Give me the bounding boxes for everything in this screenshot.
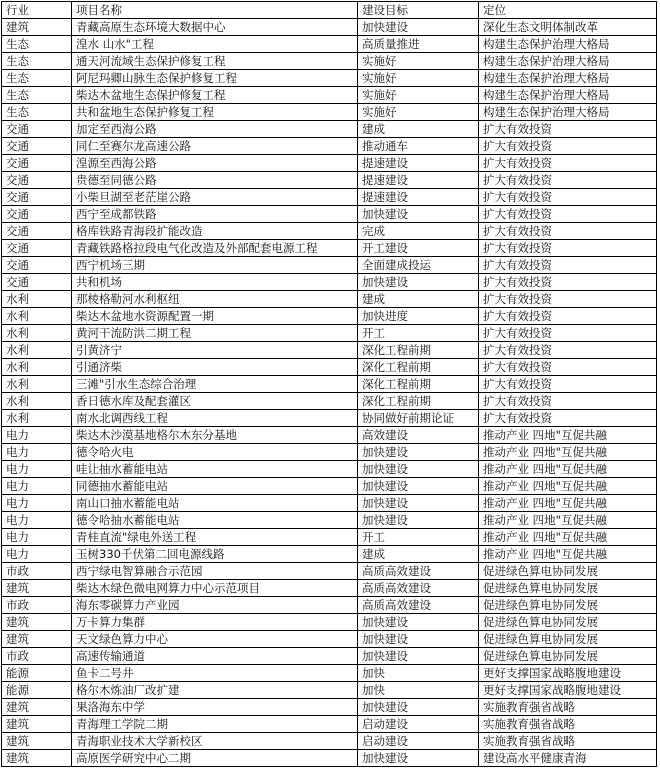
cell-industry[interactable]: 水利 <box>2 308 72 325</box>
cell-industry[interactable]: 建筑 <box>2 750 72 767</box>
cell-project-name[interactable]: 格库铁路青海段扩能改造 <box>72 223 358 240</box>
cell-positioning[interactable]: 更好支撑国家战略腹地建设 <box>479 682 657 699</box>
cell-positioning[interactable]: 扩大有效投资 <box>479 257 657 274</box>
cell-industry[interactable]: 建筑 <box>2 580 72 597</box>
cell-construction-goal[interactable]: 实施好 <box>358 70 479 87</box>
cell-project-name[interactable]: 小柴旦湖至老茫崖公路 <box>72 189 358 206</box>
cell-positioning[interactable]: 扩大有效投资 <box>479 393 657 410</box>
cell-positioning[interactable]: 构建生态保护治理大格局 <box>479 53 657 70</box>
cell-positioning[interactable]: 深化生态文明体制改革 <box>479 19 657 36</box>
cell-construction-goal[interactable]: 深化工程前期 <box>358 342 479 359</box>
cell-project-name[interactable]: 柴达木盆地生态保护修复工程 <box>72 87 358 104</box>
table-row <box>2 121 657 138</box>
cell-project-name[interactable]: 天文绿色算力中心 <box>72 631 358 648</box>
cell-construction-goal[interactable]: 完成 <box>358 223 479 240</box>
table-row <box>2 70 657 87</box>
table-row <box>2 665 657 682</box>
cell-positioning[interactable]: 扩大有效投资 <box>479 155 657 172</box>
cell-construction-goal[interactable]: 加快建设 <box>358 631 479 648</box>
cell-industry[interactable]: 建筑 <box>2 631 72 648</box>
cell-industry[interactable]: 电力 <box>2 495 72 512</box>
table-row <box>2 274 657 291</box>
cell-positioning[interactable]: 构建生态保护治理大格局 <box>479 70 657 87</box>
cell-industry[interactable]: 交通 <box>2 223 72 240</box>
table-row <box>2 546 657 563</box>
cell-industry[interactable]: 市政 <box>2 597 72 614</box>
cell-project-name[interactable]: 鱼卡二号井 <box>72 665 358 682</box>
table-row <box>2 699 657 716</box>
cell-industry[interactable]: 能源 <box>2 682 72 699</box>
table-row <box>2 580 657 597</box>
header-positioning[interactable]: 定位 <box>479 2 657 19</box>
header-industry[interactable]: 行业 <box>2 2 72 19</box>
cell-project-name[interactable]: 南山口抽水蓄能电站 <box>72 495 358 512</box>
cell-construction-goal[interactable]: 高质高效建设 <box>358 580 479 597</box>
cell-project-name[interactable]: 万卡算力集群 <box>72 614 358 631</box>
cell-construction-goal[interactable]: 加快建设 <box>358 614 479 631</box>
cell-project-name[interactable]: 青藏铁路格拉段电气化改造及外部配套电源工程 <box>72 240 358 257</box>
table-row <box>2 308 657 325</box>
cell-positioning[interactable]: 推动产业 四地"互促共融 <box>479 546 657 563</box>
cell-industry[interactable]: 水利 <box>2 342 72 359</box>
table-row <box>2 87 657 104</box>
table-row <box>2 733 657 750</box>
table-row <box>2 614 657 631</box>
cell-construction-goal[interactable]: 协同做好前期论证 <box>358 410 479 427</box>
cell-positioning[interactable]: 扩大有效投资 <box>479 121 657 138</box>
cell-construction-goal[interactable]: 提速建设 <box>358 172 479 189</box>
cell-positioning[interactable]: 促进绿色算电协同发展 <box>479 648 657 665</box>
cell-industry[interactable]: 生态 <box>2 53 72 70</box>
table-row <box>2 53 657 70</box>
cell-industry[interactable]: 建筑 <box>2 699 72 716</box>
cell-project-name[interactable]: 共和盆地生态保护修复工程 <box>72 104 358 121</box>
table-row <box>2 495 657 512</box>
cell-positioning[interactable]: 扩大有效投资 <box>479 325 657 342</box>
cell-positioning[interactable]: 实施教育强省战略 <box>479 716 657 733</box>
header-row <box>2 2 657 19</box>
cell-project-name[interactable]: 加定至西海公路 <box>72 121 358 138</box>
cell-construction-goal[interactable]: 加快 <box>358 682 479 699</box>
cell-construction-goal[interactable]: 深化工程前期 <box>358 359 479 376</box>
cell-positioning[interactable]: 推动产业 四地"互促共融 <box>479 478 657 495</box>
cell-positioning[interactable]: 扩大有效投资 <box>479 274 657 291</box>
cell-project-name[interactable]: 那棱格勒河水利枢纽 <box>72 291 358 308</box>
cell-industry[interactable]: 生态 <box>2 87 72 104</box>
cell-positioning[interactable]: 扩大有效投资 <box>479 342 657 359</box>
cell-construction-goal[interactable]: 实施好 <box>358 53 479 70</box>
table-row <box>2 682 657 699</box>
cell-industry[interactable]: 电力 <box>2 461 72 478</box>
cell-project-name[interactable]: 同德抽水蓄能电站 <box>72 478 358 495</box>
cell-project-name[interactable]: 引通济柴 <box>72 359 358 376</box>
table-row <box>2 359 657 376</box>
cell-industry[interactable]: 电力 <box>2 427 72 444</box>
cell-positioning[interactable]: 构建生态保护治理大格局 <box>479 104 657 121</box>
cell-industry[interactable]: 水利 <box>2 359 72 376</box>
cell-positioning[interactable]: 扩大有效投资 <box>479 359 657 376</box>
cell-construction-goal[interactable]: 建成 <box>358 121 479 138</box>
cell-industry[interactable]: 交通 <box>2 189 72 206</box>
cell-construction-goal[interactable]: 提速建设 <box>358 189 479 206</box>
cell-construction-goal[interactable]: 加快建设 <box>358 512 479 529</box>
cell-industry[interactable]: 建筑 <box>2 716 72 733</box>
table-row <box>2 648 657 665</box>
cell-project-name[interactable]: 玉树330千伏第二回电源线路 <box>72 546 358 563</box>
cell-industry[interactable]: 交通 <box>2 274 72 291</box>
cell-industry[interactable]: 交通 <box>2 257 72 274</box>
cell-construction-goal[interactable]: 加快建设 <box>358 750 479 767</box>
table-row <box>2 172 657 189</box>
cell-industry[interactable]: 水利 <box>2 325 72 342</box>
table-row <box>2 138 657 155</box>
cell-construction-goal[interactable]: 高质量推进 <box>358 36 479 53</box>
table-row <box>2 597 657 614</box>
table-row <box>2 512 657 529</box>
cell-industry[interactable]: 生态 <box>2 104 72 121</box>
table-body <box>2 19 657 767</box>
table-row <box>2 240 657 257</box>
cell-positioning[interactable]: 扩大有效投资 <box>479 206 657 223</box>
cell-project-name[interactable]: 同仁至赛尔龙高速公路 <box>72 138 358 155</box>
table-row <box>2 36 657 53</box>
cell-industry[interactable]: 交通 <box>2 172 72 189</box>
cell-industry[interactable]: 建筑 <box>2 614 72 631</box>
cell-construction-goal[interactable]: 建成 <box>358 291 479 308</box>
cell-construction-goal[interactable]: 加快建设 <box>358 495 479 512</box>
cell-positioning[interactable]: 扩大有效投资 <box>479 189 657 206</box>
cell-positioning[interactable]: 扩大有效投资 <box>479 223 657 240</box>
cell-project-name[interactable]: 西宁至成都铁路 <box>72 206 358 223</box>
cell-positioning[interactable]: 构建生态保护治理大格局 <box>479 36 657 53</box>
cell-project-name[interactable]: 格尔木炼油厂改扩建 <box>72 682 358 699</box>
cell-construction-goal[interactable]: 加快建设 <box>358 444 479 461</box>
cell-industry[interactable]: 电力 <box>2 444 72 461</box>
cell-industry[interactable]: 水利 <box>2 393 72 410</box>
cell-project-name[interactable]: 哇让抽水蓄能电站 <box>72 461 358 478</box>
cell-project-name[interactable]: 青桂直流"绿电外送工程 <box>72 529 358 546</box>
cell-construction-goal[interactable]: 启动建设 <box>358 716 479 733</box>
table-row <box>2 631 657 648</box>
cell-project-name[interactable]: 高原医学研究中心二期 <box>72 750 358 767</box>
cell-positioning[interactable]: 促进绿色算电协同发展 <box>479 580 657 597</box>
cell-project-name[interactable]: 青藏高原生态环境大数据中心 <box>72 19 358 36</box>
cell-positioning[interactable]: 推动产业 四地"互促共融 <box>479 427 657 444</box>
cell-construction-goal[interactable]: 高质高效建设 <box>358 597 479 614</box>
cell-project-name[interactable]: 青海理工学院二期 <box>72 716 358 733</box>
cell-positioning[interactable]: 扩大有效投资 <box>479 138 657 155</box>
cell-industry[interactable]: 电力 <box>2 546 72 563</box>
cell-positioning[interactable]: 促进绿色算电协同发展 <box>479 563 657 580</box>
cell-industry[interactable]: 建筑 <box>2 19 72 36</box>
cell-project-name[interactable]: 南水北调西线工程 <box>72 410 358 427</box>
table-row <box>2 461 657 478</box>
cell-project-name[interactable]: 柴达木盆地水资源配置一期 <box>72 308 358 325</box>
table-row <box>2 342 657 359</box>
table-row <box>2 291 657 308</box>
cell-project-name[interactable]: 柴达木绿色微电网算力中心示范项目 <box>72 580 358 597</box>
table-row <box>2 529 657 546</box>
cell-industry[interactable]: 电力 <box>2 512 72 529</box>
cell-construction-goal[interactable]: 加快建设 <box>358 648 479 665</box>
cell-construction-goal[interactable]: 加快建设 <box>358 461 479 478</box>
cell-industry[interactable]: 建筑 <box>2 733 72 750</box>
cell-project-name[interactable]: 贵德至同德公路 <box>72 172 358 189</box>
cell-positioning[interactable]: 扩大有效投资 <box>479 410 657 427</box>
table-row <box>2 427 657 444</box>
table-row <box>2 206 657 223</box>
cell-industry[interactable]: 水利 <box>2 291 72 308</box>
cell-project-name[interactable]: 湟源至西海公路 <box>72 155 358 172</box>
cell-project-name[interactable]: 阿尼玛卿山脉生态保护修复工程 <box>72 70 358 87</box>
cell-project-name[interactable]: 黄河干流防洪二期工程 <box>72 325 358 342</box>
project-table <box>1 1 657 767</box>
cell-positioning[interactable]: 促进绿色算电协同发展 <box>479 631 657 648</box>
cell-construction-goal[interactable]: 提速建设 <box>358 155 479 172</box>
cell-construction-goal[interactable]: 深化工程前期 <box>358 376 479 393</box>
cell-construction-goal[interactable]: 高质高效建设 <box>358 563 479 580</box>
cell-positioning[interactable]: 促进绿色算电协同发展 <box>479 597 657 614</box>
cell-positioning[interactable]: 扩大有效投资 <box>479 308 657 325</box>
cell-project-name[interactable]: 德令哈抽水蓄能电站 <box>72 512 358 529</box>
cell-project-name[interactable]: 海东零碳算力产业园 <box>72 597 358 614</box>
table-row <box>2 478 657 495</box>
cell-industry[interactable]: 交通 <box>2 206 72 223</box>
cell-industry[interactable]: 交通 <box>2 155 72 172</box>
cell-positioning[interactable]: 扩大有效投资 <box>479 240 657 257</box>
cell-project-name[interactable]: 青海职业技术大学新校区 <box>72 733 358 750</box>
cell-construction-goal[interactable]: 加快建设 <box>358 699 479 716</box>
cell-industry[interactable]: 交通 <box>2 138 72 155</box>
table-row <box>2 189 657 206</box>
cell-positioning[interactable]: 建设高水平健康青海 <box>479 750 657 767</box>
cell-industry[interactable]: 交通 <box>2 121 72 138</box>
table-row <box>2 155 657 172</box>
table-row <box>2 104 657 121</box>
cell-construction-goal[interactable]: 加快 <box>358 665 479 682</box>
cell-project-name[interactable]: 西宁机场三期 <box>72 257 358 274</box>
cell-project-name[interactable]: 果洛海东中学 <box>72 699 358 716</box>
table-row <box>2 257 657 274</box>
cell-construction-goal[interactable]: 开工 <box>358 529 479 546</box>
cell-project-name[interactable]: 三滩"引水生态综合治理 <box>72 376 358 393</box>
cell-positioning[interactable]: 促进绿色算电协同发展 <box>479 614 657 631</box>
cell-project-name[interactable]: 西宁绿电智算融合示范园 <box>72 563 358 580</box>
cell-positioning[interactable]: 构建生态保护治理大格局 <box>479 87 657 104</box>
cell-construction-goal[interactable]: 实施好 <box>358 87 479 104</box>
cell-positioning[interactable]: 推动产业 四地"互促共融 <box>479 512 657 529</box>
cell-positioning[interactable]: 扩大有效投资 <box>479 172 657 189</box>
cell-industry[interactable]: 生态 <box>2 70 72 87</box>
header-project-name[interactable]: 项目名称 <box>72 2 358 19</box>
table-row <box>2 716 657 733</box>
cell-project-name[interactable]: 高速传输通道 <box>72 648 358 665</box>
cell-industry[interactable]: 市政 <box>2 648 72 665</box>
table-row <box>2 325 657 342</box>
cell-construction-goal[interactable]: 深化工程前期 <box>358 393 479 410</box>
cell-industry[interactable]: 电力 <box>2 478 72 495</box>
cell-positioning[interactable]: 扩大有效投资 <box>479 291 657 308</box>
cell-project-name[interactable]: 香日德水库及配套灌区 <box>72 393 358 410</box>
cell-industry[interactable]: 市政 <box>2 563 72 580</box>
table-row <box>2 563 657 580</box>
cell-project-name[interactable]: 德令哈火电 <box>72 444 358 461</box>
cell-construction-goal[interactable]: 加快建设 <box>358 206 479 223</box>
cell-positioning[interactable]: 推动产业 四地"互促共融 <box>479 529 657 546</box>
cell-industry[interactable]: 电力 <box>2 529 72 546</box>
cell-positioning[interactable]: 推动产业 四地"互促共融 <box>479 444 657 461</box>
cell-positioning[interactable]: 实施教育强省战略 <box>479 699 657 716</box>
cell-construction-goal[interactable]: 加快建设 <box>358 19 479 36</box>
cell-positioning[interactable]: 更好支撑国家战略腹地建设 <box>479 665 657 682</box>
table-row <box>2 19 657 36</box>
cell-construction-goal[interactable]: 开工建设 <box>358 240 479 257</box>
cell-positioning[interactable]: 推动产业 四地"互促共融 <box>479 461 657 478</box>
table-row <box>2 376 657 393</box>
table-row <box>2 444 657 461</box>
cell-construction-goal[interactable]: 实施好 <box>358 104 479 121</box>
cell-construction-goal[interactable]: 开工 <box>358 325 479 342</box>
cell-industry[interactable]: 水利 <box>2 376 72 393</box>
cell-construction-goal[interactable]: 全面建成投运 <box>358 257 479 274</box>
cell-project-name[interactable]: 柴达木沙漠基地格尔木东分基地 <box>72 427 358 444</box>
cell-construction-goal[interactable]: 加快建设 <box>358 478 479 495</box>
cell-construction-goal[interactable]: 推动通车 <box>358 138 479 155</box>
table-row <box>2 223 657 240</box>
cell-project-name[interactable]: 通天河流域生态保护修复工程 <box>72 53 358 70</box>
cell-project-name[interactable]: 湟水 山水"工程 <box>72 36 358 53</box>
header-construction-goal[interactable]: 建设目标 <box>358 2 479 19</box>
cell-construction-goal[interactable]: 建成 <box>358 546 479 563</box>
cell-construction-goal[interactable]: 加快建设 <box>358 274 479 291</box>
cell-industry[interactable]: 生态 <box>2 36 72 53</box>
cell-construction-goal[interactable]: 高效建设 <box>358 427 479 444</box>
table-row <box>2 410 657 427</box>
cell-positioning[interactable]: 实施教育强省战略 <box>479 733 657 750</box>
table-row <box>2 393 657 410</box>
cell-industry[interactable]: 能源 <box>2 665 72 682</box>
table-row <box>2 750 657 767</box>
cell-project-name[interactable]: 引黄济宁 <box>72 342 358 359</box>
cell-industry[interactable]: 交通 <box>2 240 72 257</box>
cell-construction-goal[interactable]: 启动建设 <box>358 733 479 750</box>
cell-positioning[interactable]: 推动产业 四地"互促共融 <box>479 495 657 512</box>
cell-project-name[interactable]: 共和机场 <box>72 274 358 291</box>
cell-construction-goal[interactable]: 加快进度 <box>358 308 479 325</box>
cell-positioning[interactable]: 扩大有效投资 <box>479 376 657 393</box>
cell-industry[interactable]: 水利 <box>2 410 72 427</box>
